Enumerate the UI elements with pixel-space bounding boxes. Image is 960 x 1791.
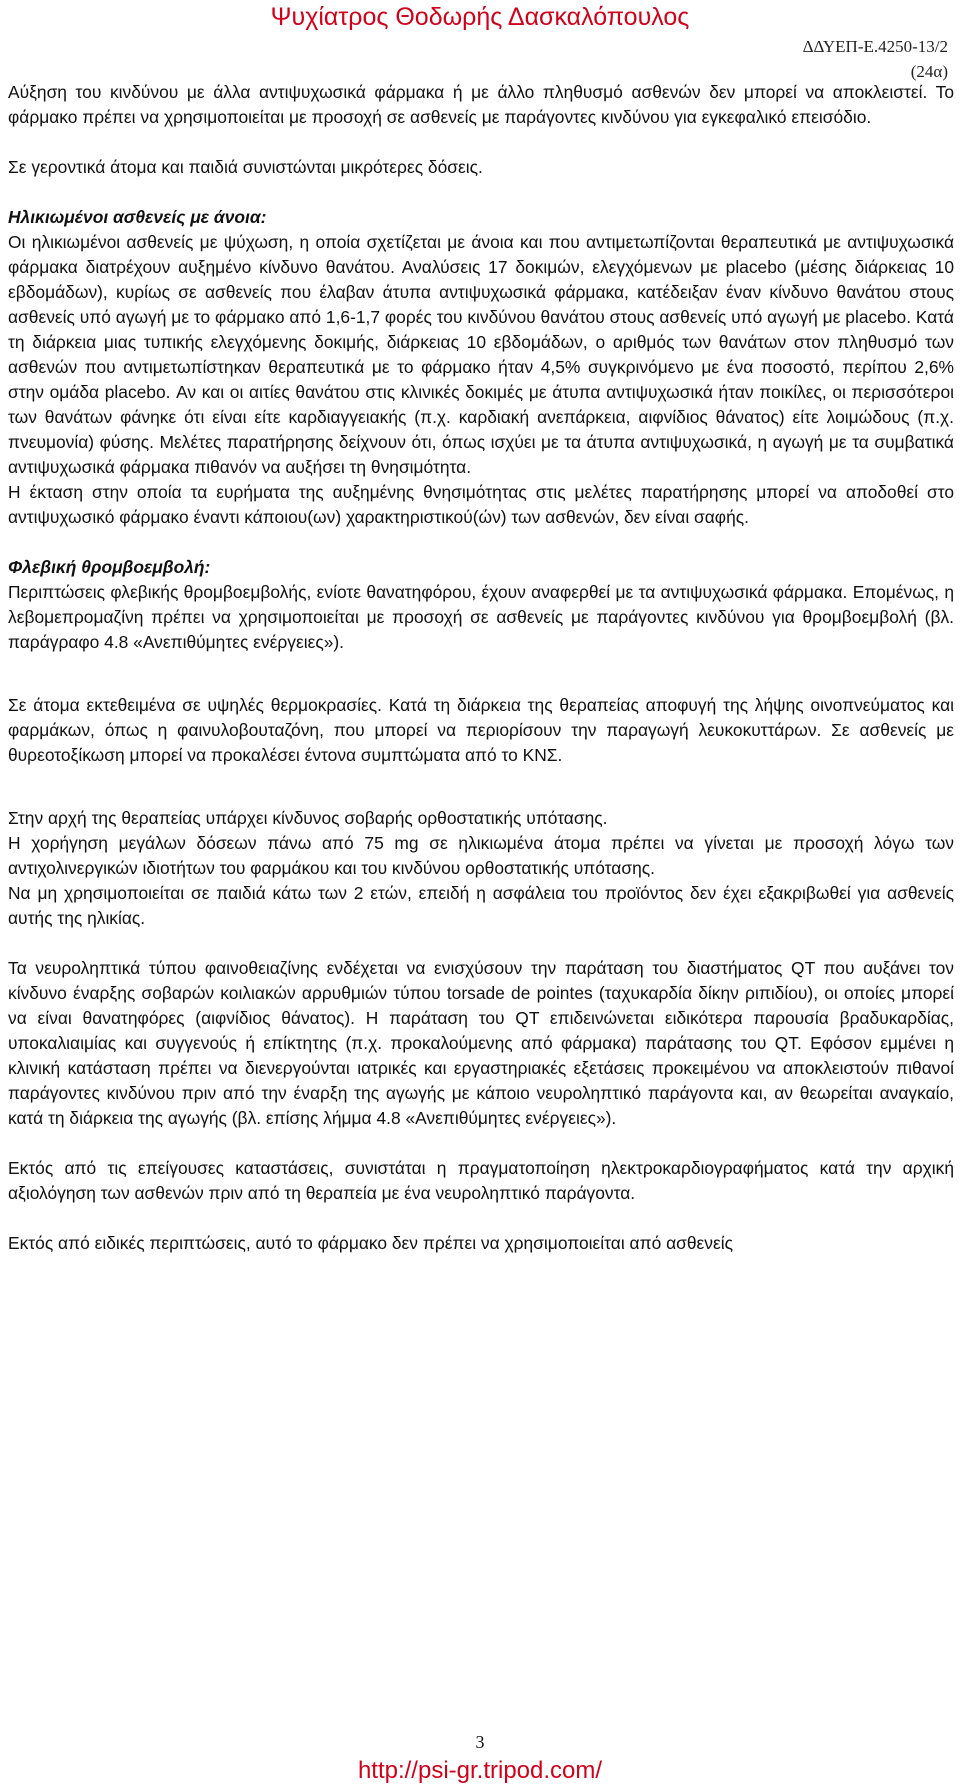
document-body <box>8 80 954 1256</box>
paragraph-ecg: Εκτός από τις επείγουσες καταστάσεις, συνιστάται η πραγματοποίηση ηλεκτροκαρδιογραφήματος κατά την αρχική αξιολόγηση των ασθενών πριν από τη θεραπεία με ένα νευροληπτικό παράγοντα. <box>8 1158 954 1203</box>
paragraph-dementia: Οι ηλικιωμένοι ασθενείς με ψύχωση, η οποία σχετίζεται με άνοια και που αντιμετωπίζονται θεραπευτικά με αντιψυχωσικά φάρμακα διατρέχουν αυξημένο κίνδυνο θανάτου. Αναλύσεις 17 δοκιμών, ελεγχόμενων με placebo (μέσης διάρκειας 10 εβδομάδων), κυρίως σε ασθενείς που έλαβαν άτυπα αντιψυχωσικά φάρμακα, κατέδειξαν έναν κίνδυνο θανάτου στους ασθενείς υπό αγωγή με το φάρμακο από 1,6-1,7 φορές του κινδύνου θανάτου στους ασθενείς υπό αγωγή με placebo. Κατά τη διάρκεια μιας τυπικής ελεγχόμενης δοκιμής, διάρκειας 10 εβδομάδων, ο αριθμός των θανάτων στον πληθυσμό των ασθενών που αντιμετωπίστηκαν θεραπευτικά με το φάρμακο ήταν 4,5% συγκρινόμενο με ένα ποσοστό, περίπου 2,6% στην ομάδα placebo. Αν και οι αιτίες θανάτου στις κλινικές δοκιμές με άτυπα αντιψυχωσικά ήταν ποικίλες, οι περισσότεροι των θανάτων φάνηκε ότι είναι είτε καρδιαγγειακής (π.χ. καρδιακή ανεπάρκεια, αιφνίδιος θάνατος) είτε λοιμώδους (π.χ. πνευμονία) φύσης. Μελέτες παρατήρησης δείχνουν ότι, όπως ισχύει με τα άτυπα αντιψυχωσικά, η αγωγή με τα συμβατικά αντιψυχωσικά φάρμακα πιθανόν να αυξήσει τη θνησιμότητα. <box>8 232 954 477</box>
heading-venous-thromboembolism: Φλεβική θρομβοεμβολή: <box>8 557 211 577</box>
paragraph-risk: Αύξηση του κινδύνου με άλλα αντιψυχωσικά φάρμακα ή με άλλο πληθυσμό ασθενών δεν μπορεί να αποκλειστεί. Το φάρμακο πρέπει να χρησιμοποιείται με προσοχή σε ασθενείς με παράγοντες κινδύνου για εγκεφαλικό επεισόδιο. <box>8 82 954 127</box>
document-code <box>803 34 948 84</box>
document-page-marker: (24α) <box>910 62 948 81</box>
footer-url-link[interactable]: http://psi-gr.tripod.com/ <box>357 1757 603 1784</box>
paragraph-mortality: Η έκταση στην οποία τα ευρήματα της αυξημένης θνησιμότητας στις μελέτες παρατήρησης μπορεί να αποδοθεί στο αντιψυχωσικό φάρμακο έναντι κάποιου(ων) χαρακτηριστικού(ών) των ασθενών, δεν είναι σαφής. <box>8 482 954 527</box>
paragraph-thromboembolism: Περιπτώσεις φλεβικής θρομβοεμβολής, ενίοτε θανατηφόρου, έχουν αναφερθεί με τα αντιψυχωσικά φάρμακα. Επομένως, η λεβομεπρομαζίνη πρέπει να χρησιμοποιείται με προσοχή σε ασθενείς με παράγοντες κινδύνου για θρομβοεμβολή (βλ. παράγραφο 4.8 «Ανεπιθύμητες ενέργειες»). <box>8 582 954 652</box>
heading-dementia: Ηλικιωμένοι ασθενείς με άνοια: <box>8 207 267 227</box>
paragraph-orthostatic: Στην αρχή της θεραπείας υπάρχει κίνδυνος σοβαρής ορθοστατικής υπότασης. <box>8 808 608 828</box>
paragraph-dosage: Σε γεροντικά άτομα και παιδιά συνιστώνται μικρότερες δόσεις. <box>8 157 483 177</box>
document-reference: ΔΔΥΕΠ-Ε.4250-13/2 <box>802 37 948 56</box>
paragraph-special-cases: Εκτός από ειδικές περιπτώσεις, αυτό το φάρμακο δεν πρέπει να χρησιμοποιείται από ασθενείς <box>8 1233 733 1253</box>
paragraph-qt-prolongation: Τα νευροληπτικά τύπου φαινοθειαζίνης ενδέχεται να ενισχύσουν την παράταση του διαστήματος QT που αυξάνει τον κίνδυνο έναρξης σοβαρών κοιλιακών αρρυθμιών τύπου torsade de pointes (ταχυκαρδία δίκην ριπιδίου), οι οποίες μπορεί να είναι θανατηφόρες (αιφνίδιος θάνατος). Η παράταση του QT επιδεινώνεται ειδικότερα παρουσία βραδυκαρδίας, υποκαλιαιμίας και συγγενούς ή επίκτητης (π.χ. προκαλούμενης από φάρμακα) παράτασης του QT. Εφόσον εμμένει η κλινική κατάσταση πρέπει να διενεργούνται ιατρικές και εργαστηριακές εξετάσεις προκειμένου να αποκλειστούν πιθανοί παράγοντες κινδύνου πριν από την έναρξη της αγωγής με κάποιο νευροληπτικό παράγοντα και, αν θεωρείται αναγκαίο, κατά τη διάρκεια της αγωγής (βλ. επίσης λήμμα 4.8 «Ανεπιθύμητες ενέργειες»). <box>8 958 954 1128</box>
paragraph-high-dose: Η χορήγηση μεγάλων δόσεων πάνω από 75 mg σε ηλικιωμένα άτομα πρέπει να γίνεται με προσοχή λόγω των αντιχολινεργικών ιδιοτήτων του φαρμάκου και του κινδύνου ορθοστατικής υπότασης. <box>8 833 954 878</box>
paragraph-children: Να μη χρησιμοποιείται σε παιδιά κάτω των 2 ετών, επειδή η ασφάλεια του προϊόντος δεν έχει εξακριβωθεί για ασθενείς αυτής της ηλικίας. <box>8 883 954 928</box>
paragraph-high-temperature: Σε άτομα εκτεθειμένα σε υψηλές θερμοκρασίες. Κατά τη διάρκεια της θεραπείας αποφυγή της λήψης οινοπνεύματος και φαρμάκων, όπως η φαινυλοβουταζόνη, που μπορεί να περιορίσουν την παραγωγή λευκοκυττάρων. Σε ασθενείς με θυρεοτοξίκωση μπορεί να προκαλέσει έντονα συμπτώματα από το ΚΝΣ. <box>8 695 954 765</box>
site-header-title: Ψυχίατρος Θοδωρής Δασκαλόπουλος <box>270 3 690 31</box>
page-number: 3 <box>475 1732 485 1752</box>
